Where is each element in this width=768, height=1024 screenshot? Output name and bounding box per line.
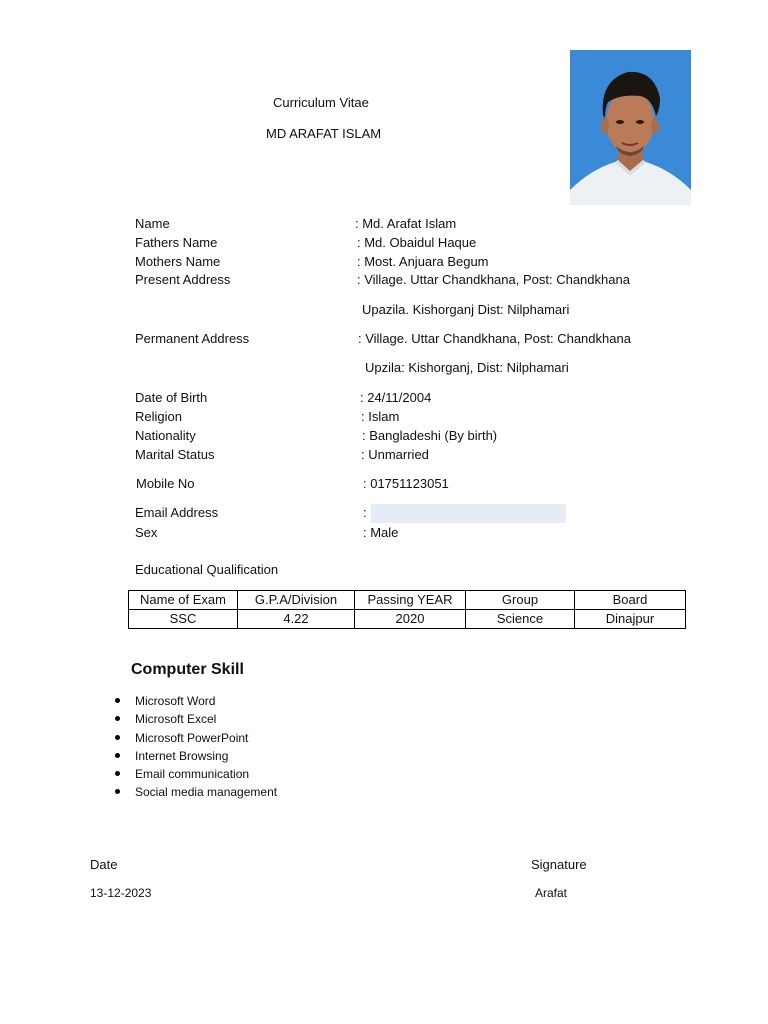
list-item <box>108 747 277 765</box>
signature-label: Signature <box>531 857 587 872</box>
label-name: Name <box>135 216 170 231</box>
value-permanent-address: : Village. Uttar Chandkhana, Post: Chandkhana <box>358 331 631 346</box>
cell-exam: SSC <box>129 610 238 629</box>
value-marital-status: : Unmarried <box>361 447 429 462</box>
label-date-of-birth: Date of Birth <box>135 390 208 405</box>
bullet-icon <box>115 771 120 776</box>
candidate-name-heading: MD ARAFAT ISLAM <box>266 126 382 141</box>
document-title: Curriculum Vitae <box>273 95 369 110</box>
profile-photo <box>570 50 691 205</box>
label-religion: Religion <box>135 409 182 424</box>
label-marital-status: Marital Status <box>135 447 215 462</box>
bullet-icon <box>115 753 120 758</box>
value-religion: : Islam <box>361 409 400 424</box>
education-table-header <box>129 591 686 610</box>
cell-group: Science <box>466 610 575 629</box>
label-permanent-address: Permanent Address <box>135 331 250 346</box>
skills-list <box>108 692 277 802</box>
bullet-icon <box>115 789 120 794</box>
col-gpa-division: G.P.A/Division <box>238 591 355 610</box>
col-board: Board <box>575 591 686 610</box>
cell-year: 2020 <box>355 610 466 629</box>
list-item <box>108 710 277 728</box>
value-date-of-birth: : 24/11/2004 <box>360 390 432 405</box>
skill-label: Microsoft PowerPoint <box>135 730 249 745</box>
skill-label: Email communication <box>135 767 250 782</box>
value-present-address: : Village. Uttar Chandkhana, Post: Chandkhana <box>357 272 630 287</box>
email-redaction <box>371 504 566 523</box>
label-email-address: Email Address <box>135 505 219 520</box>
value-mothers-name: : Most. Anjuara Begum <box>357 254 489 269</box>
value-name: : Md. Arafat Islam <box>355 216 457 231</box>
table-row <box>129 610 686 629</box>
skill-label: Microsoft Word <box>135 694 216 708</box>
list-item <box>108 765 277 783</box>
bullet-icon <box>115 698 120 703</box>
value-email-address: : <box>363 505 367 520</box>
value-fathers-name: : Md. Obaidul Haque <box>357 235 477 250</box>
col-passing-year: Passing YEAR <box>355 591 466 610</box>
col-name-of-exam: Name of Exam <box>129 591 238 610</box>
value-present-address-line2: Upazila. Kishorganj Dist: Nilphamari <box>362 302 570 317</box>
list-item <box>108 729 277 747</box>
value-nationality: : Bangladeshi (By birth) <box>362 428 498 443</box>
label-sex: Sex <box>135 525 158 540</box>
computer-skill-heading: Computer Skill <box>131 661 244 678</box>
label-present-address: Present Address <box>135 272 231 287</box>
label-nationality: Nationality <box>135 428 196 443</box>
signature-value: Arafat <box>535 886 568 900</box>
date-label: Date <box>90 857 118 872</box>
value-mobile-no: : 01751123051 <box>363 476 449 491</box>
education-heading: Educational Qualification <box>135 562 279 577</box>
skill-label: Social media management <box>135 785 278 800</box>
cell-gpa: 4.22 <box>238 610 355 629</box>
bullet-icon <box>115 735 120 740</box>
list-item <box>108 783 277 801</box>
date-value: 13-12-2023 <box>90 886 152 900</box>
bullet-icon <box>115 716 120 721</box>
value-permanent-address-line2: Upzila: Kishorganj, Dist: Nilphamari <box>365 360 569 375</box>
list-item <box>108 692 277 710</box>
skill-label: Internet Browsing <box>135 748 229 763</box>
label-mobile-no: Mobile No <box>136 476 195 491</box>
cell-board: Dinajpur <box>575 610 686 629</box>
education-table <box>128 590 686 629</box>
label-mothers-name: Mothers Name <box>135 254 221 269</box>
col-group: Group <box>466 591 575 610</box>
skill-label: Microsoft Excel <box>135 712 217 727</box>
value-sex: : Male <box>363 525 399 540</box>
label-fathers-name: Fathers Name <box>135 235 218 250</box>
